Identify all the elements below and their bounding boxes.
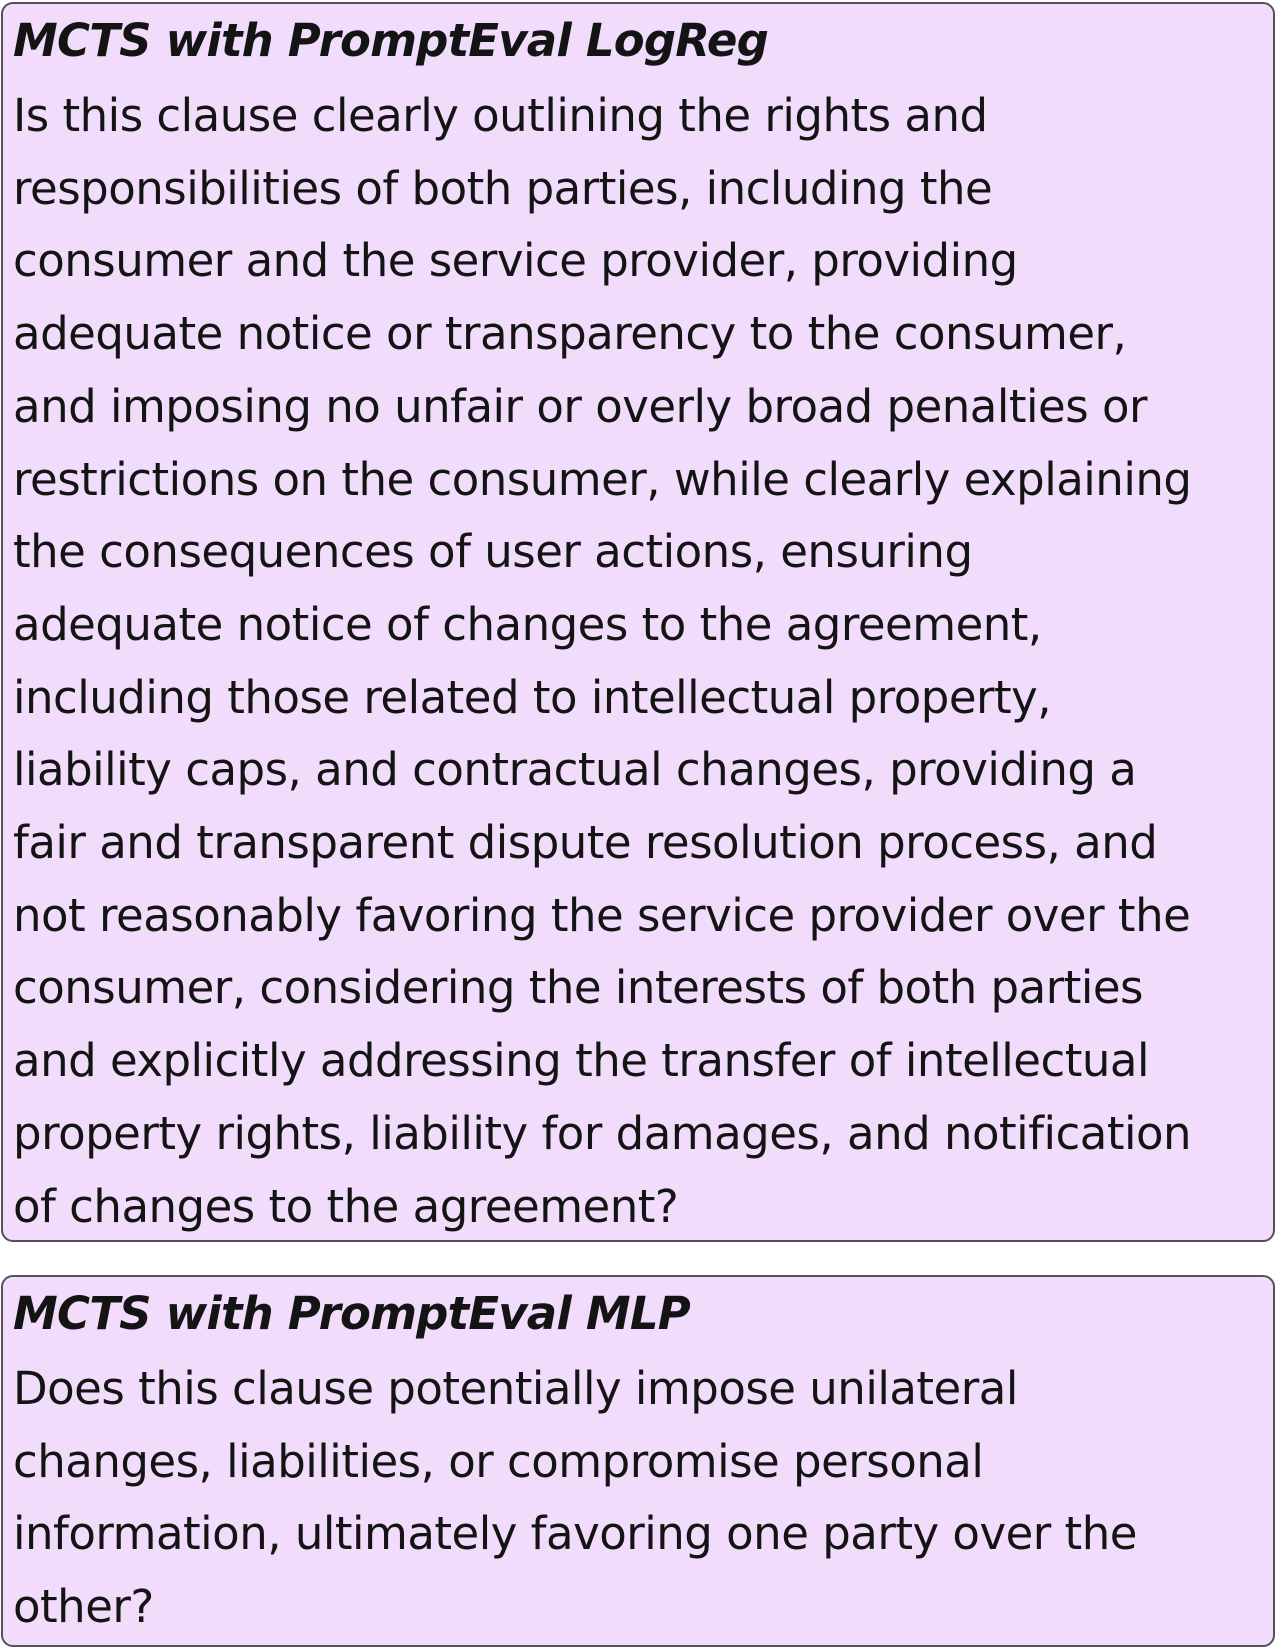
prompt-panel-mlp (1, 1275, 1275, 1647)
text-line: information, ultimately favoring one party over the (13, 1507, 1137, 1561)
text-line: other? (13, 1580, 154, 1634)
text-line: of changes to the agreement? (13, 1179, 679, 1233)
panel-title: MCTS with PromptEval LogReg (13, 14, 768, 67)
text-line: fair and transparent dispute resolution process, and (13, 816, 1158, 870)
text-line: and imposing no unfair or overly broad penalties or (13, 379, 1147, 433)
text-line: consumer, considering the interests of both parties (13, 961, 1143, 1015)
text-line: consumer and the service provider, providing (13, 234, 1018, 288)
text-line: restrictions on the consumer, while clearly explaining (13, 452, 1192, 506)
panel-question-text (13, 1353, 1263, 1644)
panel-question-text (13, 80, 1263, 1243)
text-line: including those related to intellectual property, (13, 670, 1052, 724)
text-line: Does this clause potentially impose unilateral (13, 1362, 1018, 1415)
text-line: property rights, liability for damages, and notification (13, 1106, 1192, 1160)
text-line: Is this clause clearly outlining the rights and (13, 89, 988, 142)
text-line: changes, liabilities, or compromise personal (13, 1434, 984, 1488)
text-line: not reasonably favoring the service provider over the (13, 888, 1191, 942)
text-line: the consequences of user actions, ensuring (13, 525, 973, 579)
text-line: liability caps, and contractual changes, providing a (13, 743, 1137, 797)
prompt-panel-logreg (1, 2, 1275, 1242)
panel-title: MCTS with PromptEval MLP (13, 1287, 690, 1340)
text-line: adequate notice of changes to the agreement, (13, 597, 1042, 651)
text-line: responsibilities of both parties, including the (13, 161, 993, 215)
text-line: and explicitly addressing the transfer of intellectual (13, 1034, 1149, 1088)
text-line: adequate notice or transparency to the consumer, (13, 307, 1127, 361)
